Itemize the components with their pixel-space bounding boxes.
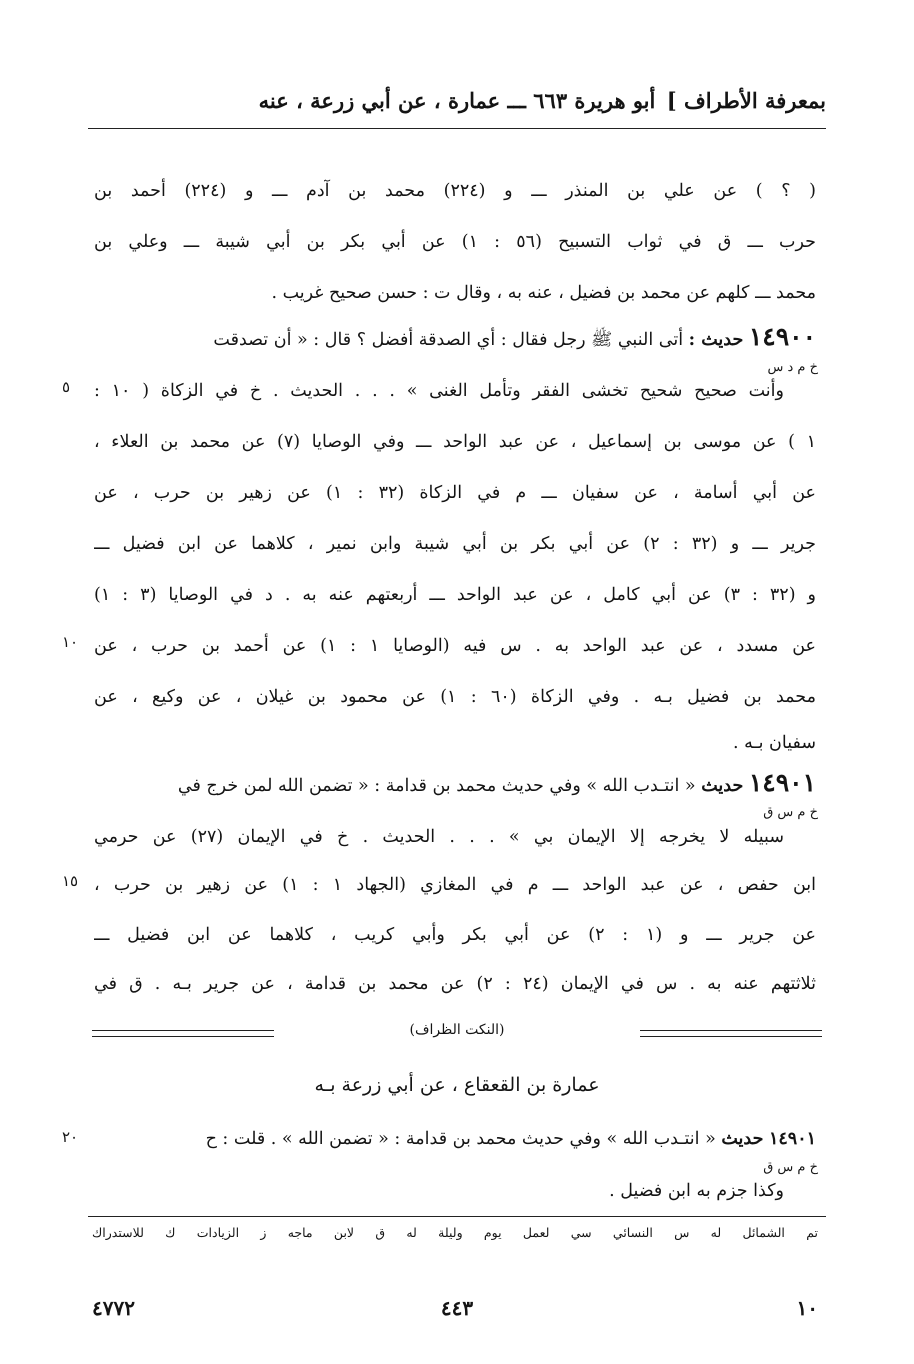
line-number-10: ١٠ <box>62 633 79 651</box>
text-line-1: ( ؟ ) عن علي بن المنذر ـــ و (٢٢٤) محمد بن آدم ـــ و (٢٢٤) أحمد بن <box>94 181 816 201</box>
running-header <box>88 88 826 124</box>
text-line-15: ابن حفص ، عن عبد الواحد ـــ م في المغازي (الجهاد ١ : ١) عن زهير بن حرب ، <box>94 875 816 895</box>
page-number-right: ١٠ <box>796 1296 818 1320</box>
footer-legend: تم الشمائل له س النسائي سي لعمل يوم وليلة له ق لابن ماجه ز الزيادات ك للاستدراك <box>92 1225 818 1240</box>
header-section-title: أبو هريرة ٦٦٣ ـــ عمارة ، عن أبي زرعة ، عنه <box>258 88 656 113</box>
text-line-10: عن مسدد ، عن عبد الواحد به . س فيه (الوصايا ١ : ١) عن أحمد بن حرب ، عن <box>94 636 816 656</box>
text-line-2: حرب ـــ ق في ثواب التسبيح (٥٦ : ١) عن أبي بكر بن أبي شيبة ـــ وعلي بن <box>94 232 816 252</box>
hadith-number: ١٤٩٠٠ <box>748 322 816 351</box>
text-line-6: ١ ) عن موسى بن إسماعيل ، عن عبد الواحد ـــ وفي الوصايا (٧) عن محمد بن العلاء ، <box>94 432 816 452</box>
text-line-7: عن أبي أسامة ، عن سفيان ـــ م في الزكاة (٣٢ : ١) عن زهير بن حرب ، عن <box>94 483 816 503</box>
nukat-number: ١٤٩٠١ <box>769 1129 816 1149</box>
text-line-14: سبيله لا يخرجه إلا الإيمان بي » . . . الحديث . خ في الإيمان (٢٧) عن حرمي <box>94 827 784 847</box>
nukat-heading <box>120 1124 816 1154</box>
text-line-5: وأنت صحيح شحيح تخشى الفقر وتأمل الغنى » . . . الحديث . خ في الزكاة ( ١٠ : <box>94 381 784 401</box>
text-line-9: و (٣٢ : ٣) عن أبي كامل ، عن عبد الواحد ـــ أربعتهم عنه به . د في الوصايا (٣ : ١) <box>94 585 816 605</box>
nukat-label: حديث <box>721 1129 764 1149</box>
text-line-12: سفيان بـه . <box>732 733 816 753</box>
text-line-8: جرير ـــ و (٣٢ : ٢) عن أبي بكر بن أبي شيبة وابن نمير ، كلاهما عن ابن فضيل ـــ <box>94 534 816 554</box>
nukat-ornament <box>92 1022 822 1046</box>
ornament-double-rule <box>640 1030 822 1037</box>
hadith-14901-sigla: خ م س ق <box>763 805 818 820</box>
header-rule <box>88 128 826 129</box>
ornament-label: (النكت الظراف) <box>409 1022 505 1038</box>
nukat-text: « انتـدب الله » وفي حديث محمد بن قدامة : « تضمن الله » . قلت : ح <box>205 1129 716 1149</box>
hadith-14901-heading <box>94 768 816 801</box>
hadith-text: أتى النبي ﷺ رجل فقال : أي الصدقة أفضل ؟ قال : « أن تصدقت <box>213 330 684 350</box>
header-book-title: بمعرفة الأطراف ] <box>666 88 826 113</box>
text-line-3: محمد ـــ كلهم عن محمد بن فضيل ، عنه به ، وقال ت : حسن صحيح غريب . <box>271 283 816 303</box>
hadith-14900-sigla: خ م د س <box>767 360 818 375</box>
nukat-marginal-number: ٢٠ <box>62 1128 79 1146</box>
text-line-16: عن جرير ـــ و (١ : ٢) عن أبي بكر وأبي كريب ، كلاهما عن ابن فضيل ـــ <box>94 925 816 945</box>
hadith-14900-heading <box>94 322 816 355</box>
ornament-double-rule <box>92 1030 274 1037</box>
hadith-text: « انتـدب الله » وفي حديث محمد بن قدامة : « تضمن الله لمن خرج في <box>177 776 696 796</box>
footer-rule <box>88 1216 826 1217</box>
line-number-15: ١٥ <box>62 872 79 890</box>
nukat-second-line: وكذا جزم به ابن فضيل . <box>609 1181 784 1201</box>
nukat-sigla: خ م س ق <box>763 1160 818 1175</box>
hadith-label: حديث : <box>688 330 744 350</box>
line-number-5: ٥ <box>62 378 71 396</box>
text-line-17: ثلاثتهم عنه به . س في الإيمان (٢٤ : ٢) عن محمد بن قدامة ، عن جرير بـه . ق في <box>94 974 816 994</box>
page-number-center: ٤٤٣ <box>440 1296 474 1320</box>
page-number-left: ٤٧٧٢ <box>92 1296 135 1320</box>
section-subheading: عمارة بن القعقاع ، عن أبي زرعة بـه <box>314 1074 600 1096</box>
text-line-11: محمد بن فضيل بـه . وفي الزكاة (٦٠ : ١) عن محمود بن غيلان ، عن وكيع ، عن <box>94 687 816 707</box>
hadith-label: حديث <box>701 776 744 796</box>
hadith-number: ١٤٩٠١ <box>748 768 816 797</box>
